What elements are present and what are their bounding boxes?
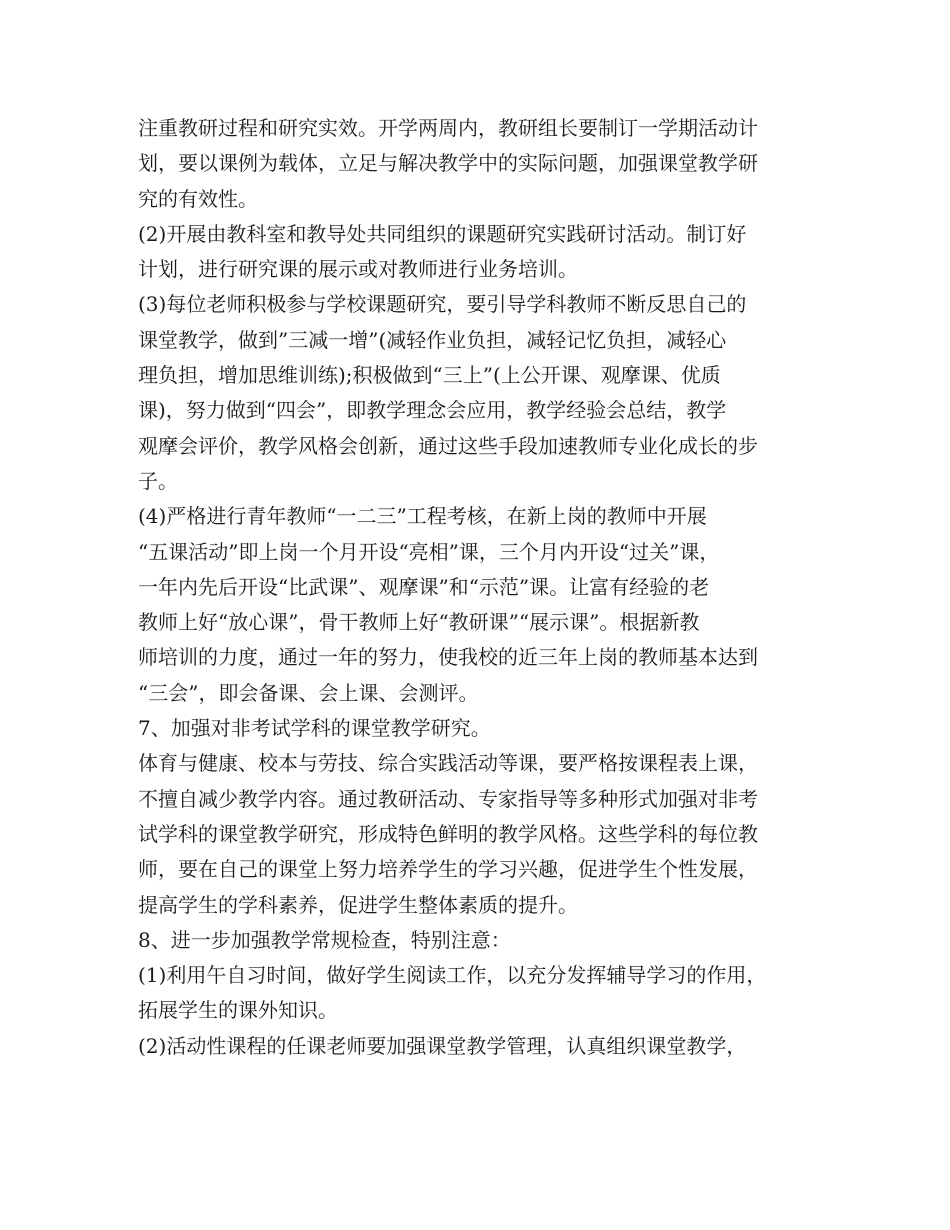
text-line: 课)，努力做到“四会”，即教学理念会应用，教学经验会总结，教学	[138, 398, 727, 423]
text-line: “五课活动”即上岗一个月开设“亮相”课，三个月内开设“过关”课，	[138, 539, 720, 564]
text-line: 观摩会评价，教学风格会创新，通过这些手段加速教师专业化成长的步	[138, 433, 758, 458]
text-line: 注重教研过程和研究实效。开学两周内，教研组长要制订一学期活动计	[138, 116, 758, 140]
text-line: 划，要以课例为载体，立足与解决教学中的实际问题，加强课堂教学研	[138, 151, 758, 176]
body-text	[138, 111, 838, 1064]
text-line: 子。	[138, 468, 178, 493]
text-line: (2)开展由教科室和教导处共同组织的课题研究实践研讨活动。制订好	[138, 221, 747, 246]
text-line: 师培训的力度，通过一年的努力，使我校的近三年上岗的教师基本达到	[138, 645, 758, 670]
text-line: 一年内先后开设“比武课”、观摩课”和“示范”课。让富有经验的老	[138, 574, 710, 599]
text-line: 教师上好“放心课”，骨干教师上好“教研课”“展示课”。根据新教	[138, 610, 700, 635]
text-line: 计划，进行研究课的展示或对教师进行业务培训。	[138, 257, 578, 282]
text-line: “三会”，即会备课、会上课、会测评。	[138, 680, 479, 705]
text-line: 8、进一步加强教学常规检查，特别注意：	[138, 927, 511, 952]
text-line: 理负担，增加思维训练);积极做到“三上”(上公开课、观摩课、优质	[138, 363, 721, 388]
text-line: (1)利用午自习时间，做好学生阅读工作，以充分发挥辅导学习的作用，	[138, 963, 767, 988]
text-line: (4)严格进行青年教师“一二三”工程考核，在新上岗的教师中开展	[138, 504, 707, 529]
text-line: 试学科的课堂教学研究，形成特色鲜明的教学风格。这些学科的每位教	[138, 821, 758, 846]
text-line: 7、加强对非考试学科的课堂教学研究。	[138, 716, 491, 741]
text-line: (3)每位老师积极参与学校课题研究，要引导学科教师不断反思自己的	[138, 292, 747, 317]
text-line: 师，要在自己的课堂上努力培养学生的学习兴趣，促进学生个性发展，	[138, 857, 758, 882]
text-line: 拓展学生的课外知识。	[138, 998, 338, 1023]
text-line: 体育与健康、校本与劳技、综合实践活动等课，要严格按课程表上课，	[138, 751, 758, 776]
text-line: (2)活动性课程的任课老师要加强课堂教学管理，认真组织课堂教学，	[138, 1033, 747, 1058]
text-line: 究的有效性。	[138, 186, 258, 211]
text-line: 课堂教学，做到”三减一增”(减轻作业负担，减轻记忆负担，减轻心	[138, 327, 727, 352]
text-line: 提高学生的学科素养，促进学生整体素质的提升。	[138, 892, 578, 917]
text-line: 不擅自减少教学内容。通过教研活动、专家指导等多种形式加强对非考	[138, 786, 758, 811]
